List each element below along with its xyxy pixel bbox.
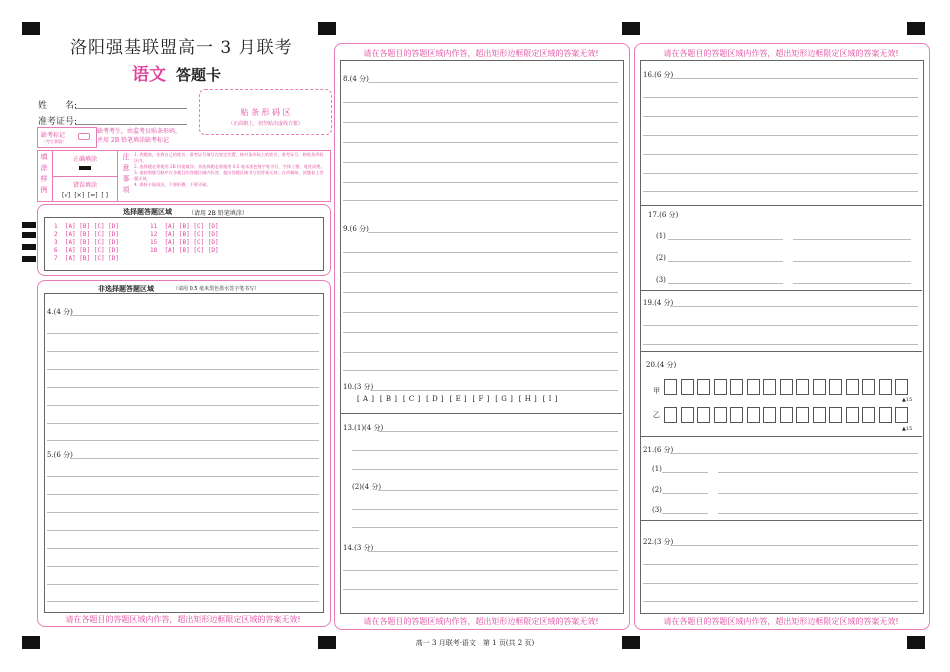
q10-options[interactable]: [ A ] [ B ] [ C ] [ D ] [ E ] [ F ] [ G ] [ H ] [ I ] bbox=[357, 395, 558, 403]
answer-line[interactable] bbox=[47, 405, 319, 406]
notice-text bbox=[134, 152, 327, 198]
timing-mark bbox=[22, 232, 36, 238]
answer-line[interactable] bbox=[643, 116, 918, 117]
answer-line[interactable] bbox=[643, 97, 918, 98]
choice-row[interactable]: 2 [A] [B] [C] [D] bbox=[54, 231, 120, 238]
char-cell[interactable] bbox=[730, 407, 743, 423]
char-cell[interactable] bbox=[697, 407, 710, 423]
answer-line[interactable] bbox=[47, 601, 319, 602]
choice-row[interactable]: 11 [A] [B] [C] [D] bbox=[150, 223, 219, 230]
q21-sub-label: (3) bbox=[652, 506, 662, 514]
absent-note bbox=[97, 127, 181, 145]
choice-title: 选择题答题区域 bbox=[123, 208, 172, 216]
answer-line[interactable] bbox=[368, 232, 618, 233]
answer-line[interactable] bbox=[352, 509, 618, 510]
q8-label: 8.(4 分) bbox=[343, 75, 369, 83]
answer-line[interactable] bbox=[343, 292, 618, 293]
id-field[interactable] bbox=[75, 124, 187, 125]
notice-item: 1. 答题前，先将自己的姓名、准考证号填写在规定位置，核对条形码上的姓名、准考证号，粘贴条形码区内。 bbox=[134, 152, 324, 163]
absent-sub: （考生禁填） bbox=[42, 139, 66, 144]
answer-line[interactable] bbox=[47, 530, 319, 531]
nonchoice-title: 非选择题答题区域 bbox=[98, 285, 154, 293]
answer-line[interactable] bbox=[343, 312, 618, 313]
answer-line[interactable] bbox=[378, 490, 618, 491]
char-cell[interactable] bbox=[763, 379, 776, 395]
char-cell[interactable] bbox=[846, 407, 859, 423]
char-cell[interactable] bbox=[780, 407, 793, 423]
char-cell[interactable] bbox=[664, 407, 677, 423]
answer-line[interactable] bbox=[662, 513, 708, 514]
side-char: 例 bbox=[40, 186, 48, 194]
registration-mark bbox=[907, 22, 925, 35]
q22-label: 22.(3 分) bbox=[643, 538, 674, 546]
q20-label: 20.(4 分) bbox=[646, 361, 677, 369]
char-cell[interactable] bbox=[697, 379, 710, 395]
absent-checkbox[interactable] bbox=[78, 133, 90, 140]
answer-line[interactable] bbox=[643, 344, 918, 345]
char-cell[interactable] bbox=[681, 379, 694, 395]
q17-label: 17.(6 分) bbox=[648, 211, 679, 219]
q21-label: 21.(6 分) bbox=[643, 446, 674, 454]
answer-line[interactable] bbox=[343, 272, 618, 273]
answer-line[interactable] bbox=[343, 370, 618, 371]
registration-mark bbox=[622, 22, 640, 35]
answer-line[interactable] bbox=[343, 122, 618, 123]
answer-line[interactable] bbox=[343, 570, 618, 571]
choice-hint: （请用 2B 铅笔填涂） bbox=[188, 210, 248, 217]
answer-line[interactable] bbox=[47, 423, 319, 424]
q17-sub-label: (2) bbox=[656, 254, 666, 262]
side-char: 项 bbox=[122, 186, 130, 194]
char-cell[interactable] bbox=[895, 407, 908, 423]
side-char: 样 bbox=[40, 175, 48, 183]
answer-line[interactable] bbox=[718, 513, 918, 514]
answer-line[interactable] bbox=[668, 261, 783, 262]
card-label: 答题卡 bbox=[176, 66, 222, 84]
char-cell[interactable] bbox=[664, 379, 677, 395]
answer-line[interactable] bbox=[47, 512, 319, 513]
char-cell[interactable] bbox=[714, 407, 727, 423]
page-footer: 高一 3 月联考·语文 第 1 页(共 2 页) bbox=[415, 639, 535, 647]
answer-line[interactable] bbox=[793, 283, 911, 284]
answer-line[interactable] bbox=[662, 472, 708, 473]
absent-mark-area bbox=[37, 127, 97, 148]
answer-line[interactable] bbox=[343, 252, 618, 253]
answer-line[interactable] bbox=[343, 200, 618, 201]
choice-row[interactable]: 7 [A] [B] [C] [D] bbox=[54, 255, 120, 262]
char-cell[interactable] bbox=[846, 379, 859, 395]
nonchoice-hint: （请用 0.5 毫米黑色墨水签字笔书写） bbox=[173, 286, 260, 292]
column3-frame bbox=[640, 60, 924, 614]
answer-line[interactable] bbox=[47, 351, 319, 352]
answer-line[interactable] bbox=[643, 583, 918, 584]
timing-mark bbox=[22, 222, 36, 228]
answer-line[interactable] bbox=[47, 333, 319, 334]
answer-line[interactable] bbox=[643, 601, 918, 602]
answer-line[interactable] bbox=[343, 352, 618, 353]
side-char: 注 bbox=[122, 153, 130, 161]
column2-frame bbox=[340, 60, 624, 614]
name-label: 姓 名: bbox=[38, 101, 78, 111]
answer-line[interactable] bbox=[343, 162, 618, 163]
answer-line[interactable] bbox=[670, 453, 918, 454]
answer-line[interactable] bbox=[793, 239, 911, 240]
choice-area bbox=[37, 204, 331, 276]
notice-item: 2. 选择题必须使用 2B 铅笔填涂；非选择题必须使用 0.5 毫米黑色签字笔书写，字体工整、笔迹清楚。 bbox=[134, 164, 325, 169]
answer-line[interactable] bbox=[343, 142, 618, 143]
barcode-title: 贴 条 形 码 区 bbox=[240, 108, 291, 117]
absent-note-line1: 缺考考生，由监考员贴条形码， bbox=[97, 128, 182, 135]
answer-line[interactable] bbox=[47, 584, 319, 585]
choice-row[interactable]: 3 [A] [B] [C] [D] bbox=[54, 239, 120, 246]
answer-line[interactable] bbox=[47, 494, 319, 495]
answer-line[interactable] bbox=[47, 369, 319, 370]
q21-sub-label: (1) bbox=[652, 465, 662, 473]
choice-row[interactable]: 18 [A] [B] [C] [D] bbox=[150, 247, 219, 254]
example-box bbox=[52, 150, 118, 202]
answer-line[interactable] bbox=[47, 566, 319, 567]
divider bbox=[640, 205, 922, 206]
notice-item: 4. 保持卡面清洁，不要折叠、不要弄破。 bbox=[134, 182, 211, 187]
example-side-label bbox=[38, 152, 50, 196]
notice-item: 3. 请按照题号顺序在各题目的答题区域内作答，超出答题区域书写的答案无效；在草稿纸、试题卷上答题无效。 bbox=[134, 170, 324, 181]
nonchoice-frame bbox=[44, 293, 324, 613]
choice-row[interactable]: 12 [A] [B] [C] [D] bbox=[150, 231, 219, 238]
q17-sub-label: (1) bbox=[656, 232, 666, 240]
answer-line[interactable] bbox=[643, 173, 918, 174]
answer-line[interactable] bbox=[643, 564, 918, 565]
registration-mark bbox=[22, 22, 40, 35]
char-cell[interactable] bbox=[780, 379, 793, 395]
q16-label: 16.(6 分) bbox=[643, 71, 674, 79]
char-cell[interactable] bbox=[813, 379, 826, 395]
answer-line[interactable] bbox=[643, 135, 918, 136]
divider bbox=[340, 413, 622, 414]
char-cell[interactable] bbox=[714, 379, 727, 395]
answer-line[interactable] bbox=[343, 589, 618, 590]
warning-text: 请在各题目的答题区域内作答，超出矩形边框限定区域的答案无效! bbox=[663, 49, 899, 58]
q20-row-label: 乙 bbox=[653, 411, 660, 419]
q20-count-marker: ▲15 bbox=[902, 426, 913, 432]
char-cell[interactable] bbox=[730, 379, 743, 395]
choice-row[interactable]: 1 [A] [B] [C] [D] bbox=[54, 223, 120, 230]
divider bbox=[640, 290, 922, 291]
answer-line[interactable] bbox=[643, 154, 918, 155]
answer-line[interactable] bbox=[668, 239, 783, 240]
registration-mark bbox=[318, 22, 336, 35]
answer-line[interactable] bbox=[368, 82, 618, 83]
answer-line[interactable] bbox=[718, 472, 918, 473]
answer-line[interactable] bbox=[662, 493, 708, 494]
timing-mark bbox=[22, 244, 36, 250]
q13-2-label: (2)(4 分) bbox=[352, 483, 382, 491]
char-cell[interactable] bbox=[681, 407, 694, 423]
answer-line[interactable] bbox=[368, 551, 618, 552]
char-cell[interactable] bbox=[879, 407, 892, 423]
char-cell[interactable] bbox=[829, 407, 842, 423]
char-cell[interactable] bbox=[879, 379, 892, 395]
answer-line bbox=[370, 390, 618, 391]
q21-sub-label: (2) bbox=[652, 486, 662, 494]
answer-line[interactable] bbox=[47, 387, 319, 388]
absent-note-line2: 并用 2B 铅笔填涂缺考标记 bbox=[97, 137, 170, 144]
warning-text: 请在各题目的答题区域内作答，超出矩形边框限定区域的答案无效! bbox=[363, 617, 599, 626]
char-cell[interactable] bbox=[747, 379, 760, 395]
divider bbox=[640, 436, 922, 437]
answer-line[interactable] bbox=[47, 548, 319, 549]
subject-label: 语文 bbox=[132, 65, 166, 85]
char-cell[interactable] bbox=[829, 379, 842, 395]
correct-fill-sample bbox=[79, 166, 91, 170]
warning-text: 请在各题目的答题区域内作答，超出矩形边框限定区域的答案无效! bbox=[65, 615, 301, 624]
char-cell[interactable] bbox=[763, 407, 776, 423]
divider bbox=[640, 351, 922, 352]
timing-mark bbox=[22, 256, 36, 262]
answer-line[interactable] bbox=[378, 431, 618, 432]
char-cell[interactable] bbox=[813, 407, 826, 423]
answer-line[interactable] bbox=[352, 469, 618, 470]
warning-text: 请在各题目的答题区域内作答，超出矩形边框限定区域的答案无效! bbox=[363, 49, 599, 58]
answer-line[interactable] bbox=[47, 440, 319, 441]
page-title: 洛阳强基联盟高一 3 月联考 bbox=[70, 38, 293, 58]
side-char: 事 bbox=[122, 175, 130, 183]
char-cell[interactable] bbox=[796, 379, 809, 395]
name-field[interactable] bbox=[75, 108, 187, 109]
side-char: 填 bbox=[40, 153, 48, 161]
notice-side-label bbox=[120, 152, 132, 196]
q14-label: 14.(3 分) bbox=[343, 544, 374, 552]
wrong-marks: [√] [×] [=] [ ] bbox=[62, 192, 108, 199]
answer-line[interactable] bbox=[343, 102, 618, 103]
absent-label: 缺考标记 bbox=[41, 132, 66, 139]
answer-line[interactable] bbox=[343, 182, 618, 183]
q9-label: 9.(6 分) bbox=[343, 225, 369, 233]
char-cell[interactable] bbox=[747, 407, 760, 423]
choice-row[interactable]: 15 [A] [B] [C] [D] bbox=[150, 239, 219, 246]
barcode-area bbox=[199, 89, 332, 135]
q19-label: 19.(4 分) bbox=[643, 299, 674, 307]
char-cell[interactable] bbox=[796, 407, 809, 423]
q20-row-label: 甲 bbox=[653, 387, 660, 395]
answer-line[interactable] bbox=[343, 332, 618, 333]
wrong-label: 错误填涂 bbox=[72, 182, 97, 189]
divider bbox=[640, 520, 922, 521]
q13-label: 13.(1)(4 分) bbox=[343, 424, 384, 432]
answer-line[interactable] bbox=[643, 325, 918, 326]
answer-line[interactable] bbox=[670, 78, 918, 79]
page-subtitle bbox=[132, 60, 221, 85]
answer-line[interactable] bbox=[70, 458, 319, 459]
side-char: 涂 bbox=[40, 164, 48, 172]
q20-count-marker: ▲15 bbox=[902, 397, 913, 403]
answer-line[interactable] bbox=[670, 306, 918, 307]
answer-line[interactable] bbox=[668, 283, 783, 284]
correct-label: 正确填涂 bbox=[72, 156, 97, 163]
q17-sub-label: (3) bbox=[656, 276, 666, 284]
barcode-note: （正面朝上，切勿贴出虚线方框） bbox=[227, 121, 303, 127]
id-label: 准考证号: bbox=[38, 117, 78, 127]
q5-label: 5.(6 分) bbox=[47, 451, 73, 459]
answer-line[interactable] bbox=[643, 191, 918, 192]
choice-row[interactable]: 6 [A] [B] [C] [D] bbox=[54, 247, 120, 254]
answer-line[interactable] bbox=[670, 545, 918, 546]
warning-text: 请在各题目的答题区域内作答，超出矩形边框限定区域的答案无效! bbox=[663, 617, 899, 626]
answer-line[interactable] bbox=[352, 450, 618, 451]
char-cell[interactable] bbox=[895, 379, 908, 395]
char-cell[interactable] bbox=[862, 379, 875, 395]
q10-label: 10.(3 分) bbox=[343, 383, 374, 391]
char-cell[interactable] bbox=[862, 407, 875, 423]
answer-line[interactable] bbox=[718, 493, 918, 494]
q4-label: 4.(4 分) bbox=[47, 308, 73, 316]
answer-line[interactable] bbox=[793, 261, 911, 262]
answer-line[interactable] bbox=[47, 476, 319, 477]
side-char: 意 bbox=[122, 164, 130, 172]
answer-line[interactable] bbox=[352, 527, 618, 528]
answer-line[interactable] bbox=[70, 315, 319, 316]
